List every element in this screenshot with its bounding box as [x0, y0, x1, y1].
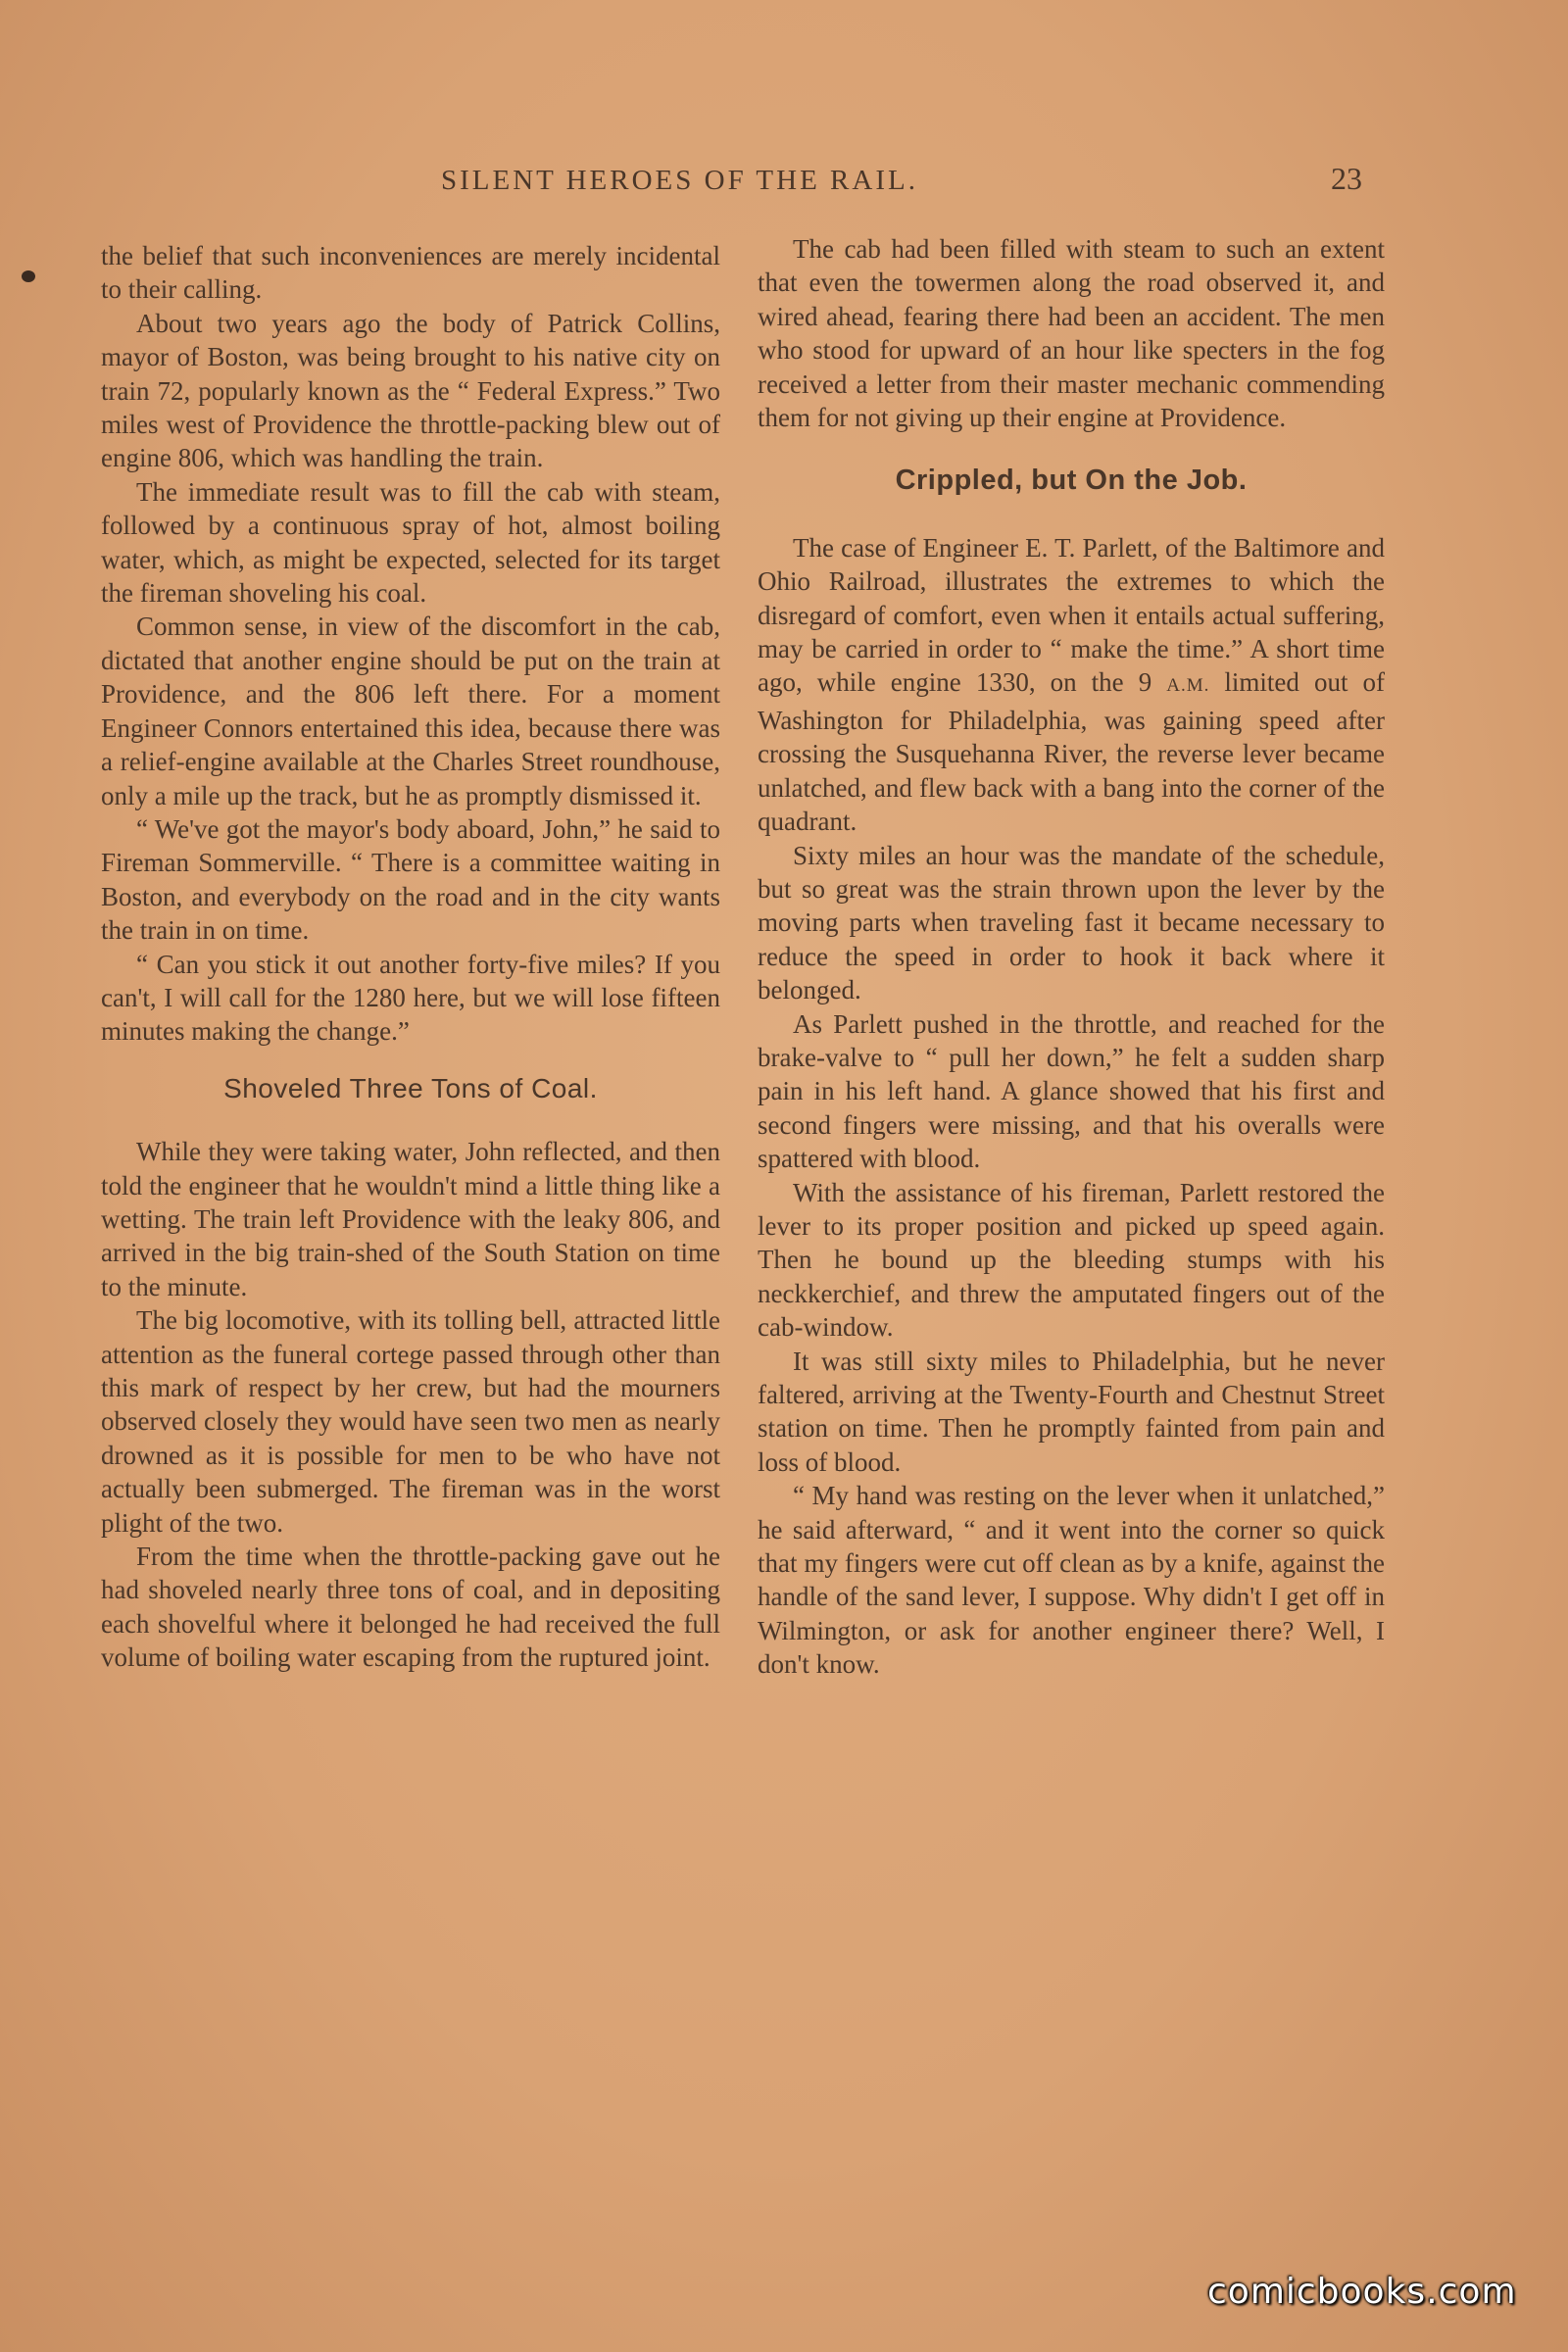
time-abbreviation: A.M. [1166, 675, 1210, 697]
right-column [758, 232, 1385, 1682]
section-heading: Shoveled Three Tons of Coal. [223, 1072, 598, 1103]
ink-spot [22, 270, 35, 282]
left-column [101, 239, 720, 1675]
paragraph: While they were taking water, John reflected, and then told the engineer that he wouldn't mind a little thing like a wetting. The train left Providence with the leaky 806, and arrived in the big train-shed of the South Station on time to the minute. [101, 1137, 720, 1301]
paragraph: The immediate result was to fill the cab with steam, followed by a continuous spray of hot, almost boiling water, which, as might be expected, selected for its target the fireman shoveling his coal. [101, 476, 720, 609]
paragraph: The cab had been filled with steam to such an extent that even the towermen along the road observed it, and wired ahead, fearing there had been an accident. The men who stood for upward of an hour like specters in the fog received a letter from their master mechanic commending them for not giving up their engine at Providence. [758, 234, 1385, 433]
paragraph: the belief that such inconveniences are merely incidental to their calling. [101, 241, 720, 305]
paragraph: Common sense, in view of the discomfort in the cab, dictated that another engine should be put on the train at Providence, and the 806 left there. For a moment Engineer Connors entertained this idea, because there was a relief-engine available at the Charles Street roundhouse, only a mile up the track, but he as promptly dismissed it. [101, 612, 720, 810]
paragraph: It was still sixty miles to Philadelphia, but he never faltered, arriving at the Twenty-Fourth and Chestnut Street station on time. Then he promptly fainted from pain and loss of blood. [758, 1346, 1385, 1477]
paragraph: “ We've got the mayor's body aboard, John,” he said to Fireman Sommerville. “ There is a committee waiting in Boston, and everybody on the road and in the city wants the train in on time. [101, 813, 720, 946]
paragraph: Sixty miles an hour was the mandate of the schedule, but so great was the strain thrown upon the lever by the moving parts when traveling fast it became necessary to reduce the speed in order to hook it back where it belonged. [758, 840, 1385, 1005]
running-title: SILENT HEROES OF THE RAIL. [441, 165, 918, 196]
paragraph: As Parlett pushed in the throttle, and reached for the brake-valve to “ pull her down,” he felt a sudden sharp pain in his left hand. A glance showed that his first and second fingers were missing, and that his overalls were spattered with blood. [758, 1008, 1385, 1174]
paragraph: “ Can you stick it out another forty-five miles? If you can't, I will call for the 1280 here, but we will lose fifteen minutes making the change.” [101, 949, 720, 1047]
paragraph: The big locomotive, with its tolling bell, attracted little attention as the funeral cortege passed through other than this mark of respect by her crew, but had the mourners observed closely they would have seen two men as nearly drowned as it is possible for men to be who have not actually been submerged. The fireman was in the worst plight of the two. [101, 1305, 720, 1538]
paragraph: From the time when the throttle-packing gave out he had shoveled nearly three tons of coal, and in depositing each shovelful where it belonged he had received the full volume of boiling water escaping from the ruptured joint. [101, 1542, 720, 1673]
paragraph: “ My hand was resting on the lever when it unlatched,” he said afterward, “ and it went into the corner so quick that my fingers were cut off clean as by a knife, against the handle of the sand lever, I suppose. Why didn't I get off in Wilmington, or ask for another engineer there? Well, I don't know. [758, 1481, 1385, 1680]
page-number: 23 [1331, 161, 1362, 196]
paragraph [758, 531, 1385, 839]
paragraph-text: The case of Engineer E. T. Parlett, of the Baltimore and Ohio Railroad, illustrates the extremes to which the disregard of comfort, even when it entails actual suffering, may be carried in order to “ make the time.” A short time ago, while engine 1330, on the 9 [758, 532, 1385, 698]
paragraph: About two years ago the body of Patrick Collins, mayor of Boston, was being brought to his native city on train 72, popularly known as the “ Federal Express.” Two miles west of Providence the throttle-packing blew out of engine 806, which was handling the train. [101, 308, 720, 473]
paragraph: With the assistance of his fireman, Parlett restored the lever to its proper position and picked up speed again. Then he bound up the bleeding stumps with his neckkerchief, and threw the amputated fingers out of the cab-window. [758, 1177, 1385, 1343]
watermark-logo: comicbooks.com [1207, 2272, 1517, 2312]
page-header [0, 161, 1568, 204]
section-heading: Crippled, but On the Job. [895, 465, 1248, 497]
paragraph-text: limited out of Washington for Philadelphia, was gaining speed after crossing the Susquehanna River, the reverse lever became unlatched, and flew back with a bang into the corner of the quadrant. [758, 667, 1385, 837]
